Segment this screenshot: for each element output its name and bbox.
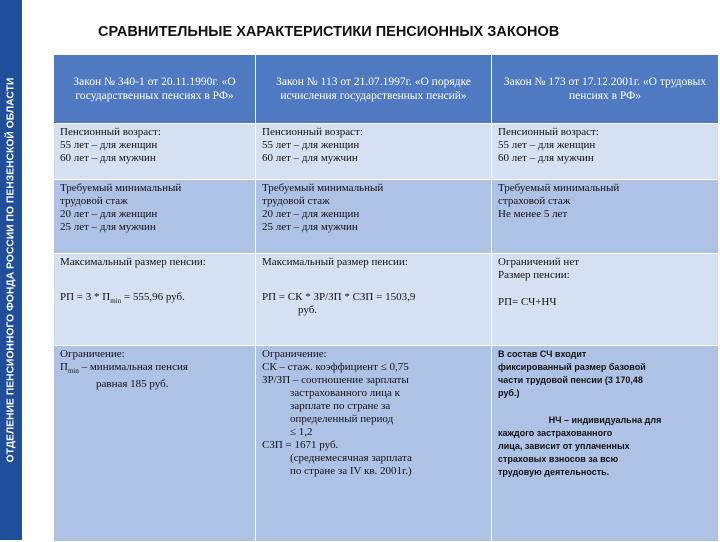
stazh-line: 20 лет – для женщин: [262, 208, 360, 220]
formula-173: РП= СЧ+НЧ: [498, 296, 557, 308]
max-pension-label: Максимальный размер пенсии:: [262, 256, 408, 268]
age-men: 60 лет – для мужчин: [60, 152, 156, 164]
age-women: 55 лет – для женщин: [60, 139, 158, 151]
age-women: 55 лет – для женщин: [498, 139, 596, 151]
limits-line: (среднемесячная зарплата: [290, 452, 412, 464]
limits-line: страховых взносов за всю: [498, 454, 619, 464]
stazh-line: трудовой стаж: [262, 195, 330, 207]
stazh-line: 25 лет – для мужчин: [60, 221, 156, 233]
age-cell-3: [492, 124, 719, 180]
age-label: Пенсионный возраст:: [498, 126, 599, 138]
pension-size-label: Размер пенсии:: [498, 269, 570, 281]
limits-min-pension: $П_{min}$ – минимальная пенсия: [60, 361, 188, 376]
header-law-173: Закон № 173 от 17.12.2001г. «О трудовых пенсиях в РФ»: [492, 55, 719, 124]
age-cell-2: [256, 124, 492, 180]
limits-line: ≤ 1,2: [290, 426, 313, 438]
limits-label: Ограничение:: [60, 348, 125, 360]
stazh-cell-1: [54, 180, 256, 254]
table-row-max-pension: [54, 254, 719, 346]
age-label: Пенсионный возраст:: [60, 126, 161, 138]
stazh-line: 25 лет – для мужчин: [262, 221, 358, 233]
formula-113-line2: руб.: [298, 304, 318, 316]
no-limits-text: Ограничений нет: [498, 256, 580, 268]
limits-min-value: равная 185 руб.: [96, 378, 169, 391]
limits-line: фиксированный размер базовой: [498, 362, 646, 372]
limits-line: части трудовой пенсии (3 170,48: [498, 375, 643, 385]
stazh-line: Не менее 5 лет: [498, 208, 568, 220]
limits-line: НЧ – индивидуальна для: [548, 415, 662, 425]
side-bar: [0, 0, 22, 540]
header-law-113: Закон № 113 от 21.07.1997г. «О порядке исчисления государственных пенсий»: [256, 55, 492, 124]
limits-line: В состав СЧ входит: [498, 349, 587, 359]
stazh-cell-3: [492, 180, 719, 254]
age-men: 60 лет – для мужчин: [262, 152, 358, 164]
limits-cell-1: [54, 346, 256, 542]
age-women: 55 лет – для женщин: [262, 139, 360, 151]
limits-cell-2: [256, 346, 492, 542]
limits-line: СК – стаж. коэффициент ≤ 0,75: [262, 361, 409, 373]
limits-cell-3: [492, 346, 719, 542]
stazh-line: Требуемый минимальный: [498, 182, 620, 194]
stazh-cell-2: [256, 180, 492, 254]
limits-line: зарплате по стране за: [290, 400, 391, 412]
limits-line: застрахованного лица к: [290, 387, 400, 399]
table-header-row: [54, 55, 719, 124]
max-pension-cell-2: [256, 254, 492, 346]
comparison-table: [53, 54, 719, 542]
side-organization-label: ОТДЕЛЕНИЕ ПЕНСИОННОГО ФОНДА РОССИИ ПО ПЕНЗЕНСКОЙ ОБЛАСТИ: [5, 77, 17, 463]
max-pension-label: Максимальный размер пенсии:: [60, 256, 206, 268]
page-title: СРАВНИТЕЛЬНЫЕ ХАРАКТЕРИСТИКИ ПЕНСИОННЫХ ЗАКОНОВ: [98, 24, 560, 40]
stazh-line: 20 лет – для женщин: [60, 208, 158, 220]
formula-340: РП = $3 * П_{min} = 555,96$ руб.: [60, 291, 185, 306]
age-label: Пенсионный возраст:: [262, 126, 363, 138]
limits-line: лица, зависит от уплаченных: [498, 441, 630, 451]
limits-line: по стране за IV кв. 2001г.): [290, 465, 412, 477]
age-men: 60 лет – для мужчин: [498, 152, 594, 164]
limits-line: трудовую деятельность.: [498, 467, 610, 477]
limits-line: ЗР/ЗП – соотношение зарплаты: [262, 374, 409, 386]
limits-line: определенный период: [290, 413, 394, 425]
table-row-stazh: [54, 180, 719, 254]
age-cell-1: [54, 124, 256, 180]
stazh-line: Требуемый минимальный: [60, 182, 182, 194]
stazh-line: Требуемый минимальный: [262, 182, 384, 194]
table-row-age: [54, 124, 719, 180]
header-law-340: Закон № 340-1 от 20.11.1990г. «О государственных пенсиях в РФ»: [54, 55, 256, 124]
table-row-limits: [54, 346, 719, 542]
formula-113-line1: РП = СК * ЗР/ЗП * СЗП = 1503,9: [262, 291, 416, 303]
limits-line: СЗП = 1671 руб.: [262, 439, 339, 451]
limits-label: Ограничение:: [262, 348, 327, 360]
limits-line: каждого застрахованного: [498, 428, 613, 438]
stazh-line: страховой стаж: [498, 195, 571, 207]
limits-line: руб.): [498, 388, 520, 398]
max-pension-cell-3: [492, 254, 719, 346]
max-pension-cell-1: [54, 254, 256, 346]
stazh-line: трудовой стаж: [60, 195, 128, 207]
